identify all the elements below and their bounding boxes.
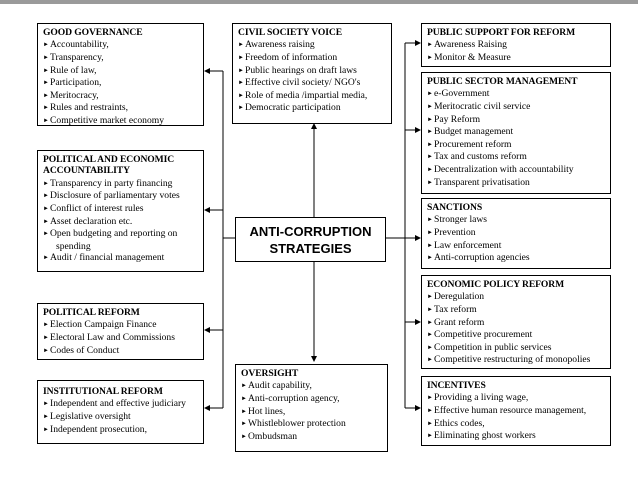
bullet-arrow-icon: ►	[427, 357, 433, 364]
bullet-arrow-icon: ►	[43, 193, 49, 200]
list-item: ►Democratic participation	[238, 102, 341, 114]
center-title-line-2: STRATEGIES	[269, 241, 352, 256]
list-item: ►Transparent privatisation	[427, 176, 530, 188]
bullet-arrow-icon: ►	[427, 42, 433, 49]
good-governance-box	[37, 23, 204, 126]
civil-society-box	[232, 23, 392, 124]
economic-policy-box	[421, 275, 611, 369]
list-item: ►Ombudsman	[241, 430, 298, 442]
list-item: ►Deregulation	[427, 291, 485, 303]
bullet-arrow-icon: ►	[427, 395, 433, 402]
list-item: ►Participation,	[43, 77, 102, 89]
bullet-arrow-icon: ►	[43, 55, 49, 61]
sanctions-list	[427, 214, 606, 264]
list-item: ►Tax and customs reform	[427, 151, 527, 163]
list-item: ►Stronger laws	[427, 214, 488, 226]
political-economic-box	[37, 150, 204, 272]
bullet-arrow-icon: ►	[43, 105, 49, 112]
list-item: ►Independent and effective judiciary	[43, 398, 186, 410]
political-economic-title-1: POLITICAL AND ECONOMIC	[43, 154, 175, 165]
list-item: ►Independent prosecution,	[43, 423, 147, 435]
public-support-title: PUBLIC SUPPORT FOR REFORM	[427, 27, 576, 38]
political-economic-title-2: ACCOUNTABILITY	[43, 165, 130, 177]
bullet-arrow-icon: ►	[43, 42, 49, 49]
bullet-arrow-icon: ►	[43, 255, 49, 262]
public-support-list	[427, 39, 606, 64]
list-item: ►Budget management	[427, 126, 514, 138]
list-item: ►Rule of law,	[43, 64, 97, 76]
economic-policy-title: ECONOMIC POLICY REFORM	[427, 279, 565, 290]
list-item: ►Accountability,	[43, 39, 109, 51]
list-item: ►Election Campaign Finance	[43, 319, 157, 331]
bullet-arrow-icon: ►	[241, 433, 247, 440]
bullet-arrow-icon: ►	[427, 55, 433, 61]
list-item: ►Competition in public services	[427, 341, 552, 353]
public-support-box	[421, 23, 611, 67]
list-item: ►Transparency,	[43, 52, 104, 63]
list-item: ►Open budgeting and reporting on	[43, 228, 178, 240]
list-item: ►Anti-corruption agency,	[241, 393, 340, 404]
bullet-arrow-icon: ►	[427, 408, 433, 414]
bullet-arrow-icon: ►	[427, 420, 433, 427]
bullet-arrow-icon: ►	[427, 116, 433, 123]
bullet-arrow-icon: ►	[43, 218, 49, 225]
list-item: ►Effective civil society/ NGO's	[238, 77, 361, 89]
bullet-arrow-icon: ►	[43, 80, 49, 87]
list-item: ►Law enforcement	[427, 239, 502, 251]
public-sector-title: PUBLIC SECTOR MANAGEMENT	[427, 76, 578, 87]
institutional-reform-box	[37, 380, 204, 444]
bullet-arrow-icon: ►	[427, 166, 433, 173]
bullet-arrow-icon: ►	[238, 80, 244, 87]
bullet-arrow-icon: ►	[238, 92, 244, 99]
good-governance-title: GOOD GOVERNANCE	[43, 27, 143, 38]
list-item: ►Meritocracy,	[43, 89, 99, 101]
list-item: ►Anti-corruption agencies	[427, 252, 530, 264]
civil-society-list	[238, 39, 387, 115]
institutional-reform-list	[43, 398, 199, 436]
list-item: ►Codes of Conduct	[43, 344, 120, 356]
bullet-arrow-icon: ►	[43, 231, 49, 238]
list-item: ►Awareness Raising	[427, 39, 507, 51]
oversight-box	[235, 364, 388, 452]
oversight-title: OVERSIGHT	[241, 368, 299, 379]
list-item: ►Audit capability,	[241, 380, 312, 392]
bullet-arrow-icon: ►	[427, 154, 433, 161]
list-item: ►Competitive procurement	[427, 329, 533, 341]
bullet-arrow-icon: ►	[427, 433, 433, 440]
bullet-arrow-icon: ►	[43, 206, 49, 212]
list-item: ►Pay Reform	[427, 113, 481, 125]
incentives-title: INCENTIVES	[427, 380, 486, 391]
list-item: ►Freedom of information	[238, 52, 338, 63]
bullet-arrow-icon: ►	[427, 319, 433, 326]
list-item: ►Rules and restraints,	[43, 102, 129, 114]
bullet-arrow-icon: ►	[427, 242, 433, 249]
list-item: ►Hot lines,	[241, 405, 286, 417]
bullet-arrow-icon: ►	[238, 105, 244, 112]
list-item: ►Ethics codes,	[427, 417, 485, 429]
bullet-arrow-icon: ►	[427, 332, 433, 339]
bullet-arrow-icon: ►	[43, 401, 49, 408]
oversight-list	[241, 380, 383, 443]
bullet-arrow-icon: ►	[241, 396, 247, 402]
list-item: ►Meritocratic civil service	[427, 101, 531, 112]
list-item: ►Audit / financial management	[43, 252, 165, 264]
list-item: ►e-Government	[427, 88, 490, 100]
list-item: ►Eliminating ghost workers	[427, 430, 536, 442]
political-reform-box	[37, 303, 204, 360]
list-item: ►Grant reform	[427, 316, 485, 328]
political-reform-list	[43, 319, 199, 357]
bullet-arrow-icon: ►	[427, 344, 433, 351]
list-item: spending	[56, 240, 91, 252]
bullet-arrow-icon: ►	[427, 217, 433, 224]
political-economic-list	[43, 178, 199, 265]
sanctions-title: SANCTIONS	[427, 202, 483, 213]
list-item: ►Providing a living wage,	[427, 392, 529, 404]
list-item: ►Whistleblower protection	[241, 418, 346, 430]
list-item: ►Conflict of interest rules	[43, 203, 144, 214]
bullet-arrow-icon: ►	[43, 426, 49, 433]
bullet-arrow-icon: ►	[427, 255, 433, 262]
list-item: ►Role of media /impartial media,	[238, 89, 368, 101]
bullet-arrow-icon: ►	[427, 129, 433, 136]
list-item: ►Awareness raising	[238, 39, 315, 51]
political-reform-title: POLITICAL REFORM	[43, 307, 140, 318]
bullet-arrow-icon: ►	[427, 230, 433, 236]
list-item: ►Effective human resource management,	[427, 405, 587, 416]
list-item: ►Prevention	[427, 227, 476, 238]
institutional-reform-title: INSTITUTIONAL REFORM	[43, 386, 163, 397]
bullet-arrow-icon: ►	[427, 104, 433, 110]
bullet-arrow-icon: ►	[241, 383, 247, 390]
list-item: ►Procurement reform	[427, 138, 512, 150]
bullet-arrow-icon: ►	[43, 92, 49, 99]
incentives-list	[427, 392, 606, 442]
bullet-arrow-icon: ►	[43, 180, 49, 187]
bullet-arrow-icon: ►	[427, 307, 433, 313]
list-item: ►Monitor & Measure	[427, 52, 511, 63]
bullet-arrow-icon: ►	[238, 67, 244, 74]
list-item: ►Legislative oversight	[43, 411, 131, 422]
good-governance-list	[43, 39, 199, 126]
bullet-arrow-icon: ►	[241, 421, 247, 428]
economic-policy-list	[427, 291, 606, 367]
bullet-arrow-icon: ►	[427, 179, 433, 186]
bullet-arrow-icon: ►	[241, 408, 247, 415]
bullet-arrow-icon: ►	[238, 42, 244, 49]
center-title-line-1: ANTI-CORRUPTION	[249, 224, 372, 239]
civil-society-title: CIVIL SOCIETY VOICE	[238, 27, 343, 38]
list-item: ►Tax reform	[427, 304, 477, 315]
list-item: ►Transparency in party financing	[43, 177, 173, 189]
list-item: ►Asset declaration etc.	[43, 215, 133, 227]
public-sector-box	[421, 72, 611, 194]
list-item: ►Electoral Law and Commissions	[43, 332, 175, 343]
bullet-arrow-icon: ►	[238, 55, 244, 61]
list-item: ►Disclosure of parliamentary votes	[43, 190, 180, 202]
bullet-arrow-icon: ►	[43, 335, 49, 341]
bullet-arrow-icon: ►	[427, 294, 433, 301]
incentives-box	[421, 376, 611, 446]
sanctions-box	[421, 198, 611, 269]
anti-corruption-center-box	[235, 217, 386, 262]
list-item: ►Competitive market economy	[43, 114, 165, 126]
bullet-arrow-icon: ►	[43, 322, 49, 329]
list-item: ►Public hearings on draft laws	[238, 64, 357, 76]
bullet-arrow-icon: ►	[43, 414, 49, 420]
list-item: ►Decentralization with accountability	[427, 163, 574, 175]
list-item: ►Competitive restructuring of monopolies	[427, 354, 591, 366]
bullet-arrow-icon: ►	[43, 67, 49, 74]
bullet-arrow-icon: ►	[43, 117, 49, 124]
public-sector-list	[427, 88, 606, 189]
bullet-arrow-icon: ►	[427, 91, 433, 98]
bullet-arrow-icon: ►	[43, 347, 49, 354]
bullet-arrow-icon: ►	[427, 141, 433, 148]
